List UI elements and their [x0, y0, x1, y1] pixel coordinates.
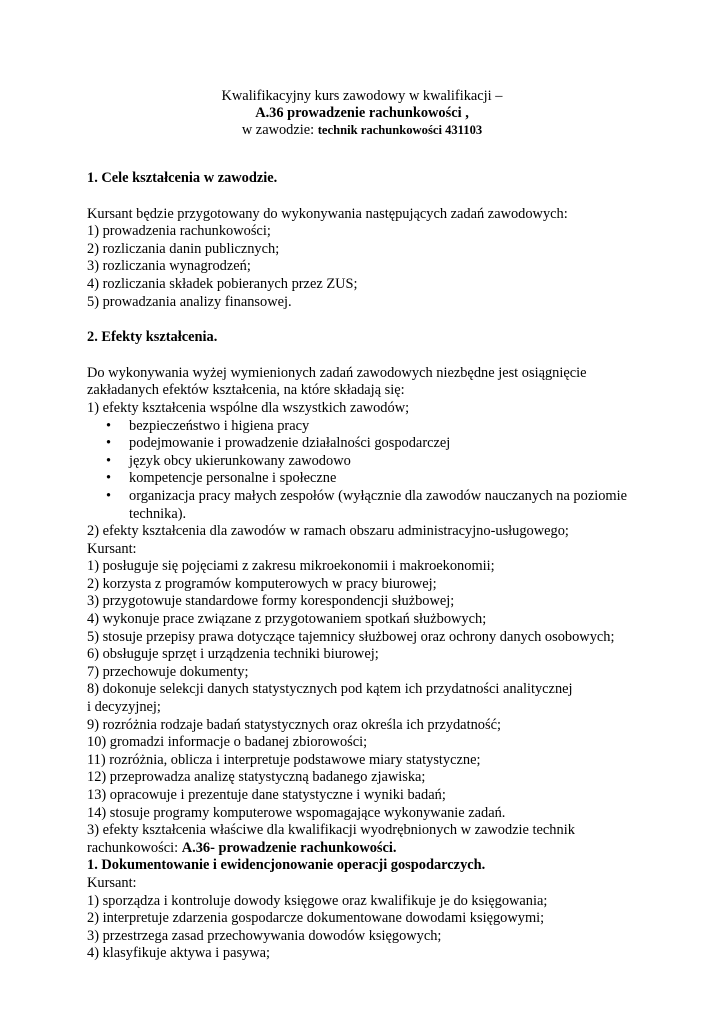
- bullet-icon: •: [106, 487, 112, 504]
- list-item: 1) sporządza i kontroluje dowody księgowe oraz kwalifikuje je do księgowania;: [87, 892, 548, 909]
- list-item: 2) interpretuje zdarzenia gospodarcze dokumentowane dowodami księgowymi;: [87, 910, 545, 927]
- list-item: 14) stosuje programy komputerowe wspomagające wykonywanie zadań.: [87, 804, 506, 821]
- list-item: 5) stosuje przepisy prawa dotyczące tajemnicy służbowej oraz ochrony danych osobowych;: [87, 628, 615, 645]
- list-item: • kompetencje personalne i społeczne: [106, 470, 337, 487]
- bullet-icon: •: [106, 470, 112, 487]
- section-2-part-1: 1) efekty kształcenia wspólne dla wszystkich zawodów;: [87, 399, 410, 416]
- kursant-label: Kursant:: [87, 540, 137, 557]
- list-item: • bezpieczeństwo i higiena pracy: [106, 417, 310, 434]
- bullet-icon: •: [106, 452, 112, 469]
- list-item: 4) klasyfikuje aktywa i pasywa;: [87, 945, 271, 962]
- list-item: 2) korzysta z programów komputerowych w pracy biurowej;: [87, 575, 437, 592]
- qualification-name: A.36- prowadzenie rachunkowości.: [181, 839, 397, 856]
- list-item: 12) przeprowadza analizę statystyczną badanego zjawiska;: [87, 769, 426, 786]
- section-1-intro: Kursant będzie przygotowany do wykonywania następujących zadań zawodowych:: [87, 205, 568, 222]
- section-2-part-3-qualification: rachunkowości: A.36- prowadzenie rachunkowości.: [87, 839, 397, 856]
- list-item: 9) rozróżnia rodzaje badań statystycznych oraz określa ich przydatność;: [87, 716, 501, 733]
- section-1-item: 4) rozliczania składek pobieranych przez ZUS;: [87, 275, 358, 292]
- list-item: • organizacja pracy małych zespołów (wyłącznie dla zawodów nauczanych na poziomie technika).: [87, 488, 647, 523]
- list-item: 7) przechowuje dokumenty;: [87, 663, 249, 680]
- header-qualification: A.36 prowadzenie rachunkowości ,: [255, 105, 469, 121]
- list-item: • język obcy ukierunkowany zawodowo: [106, 452, 351, 469]
- common-effects-list: [87, 418, 647, 524]
- document-body: [87, 170, 647, 963]
- list-item-continuation: technika).: [129, 505, 187, 522]
- header-line-3-prefix: w zawodzie:: [241, 122, 318, 138]
- section-1-item: 3) rozliczania wynagrodzeń;: [87, 258, 251, 275]
- section-2-part-3: 3) efekty kształcenia właściwe dla kwalifikacji wyodrębnionych w zawodzie technik: [87, 822, 575, 839]
- header-line-1: Kwalifikacyjny kurs zawodowy w kwalifikacji –: [221, 88, 503, 104]
- section-1-title: 1. Cele kształcenia w zawodzie.: [87, 170, 278, 186]
- bullet-icon: •: [106, 435, 112, 452]
- list-item: 10) gromadzi informacje o badanej zbiorowości;: [87, 734, 368, 751]
- subsection-title: 1. Dokumentowanie i ewidencjonowanie operacji gospodarczych.: [87, 857, 486, 874]
- section-2-title: 2. Efekty kształcenia.: [87, 329, 218, 346]
- list-item: 3) przygotowuje standardowe formy korespondencji służbowej;: [87, 593, 455, 610]
- section-1-item: 5) prowadzania analizy finansowej.: [87, 293, 292, 310]
- header-line-3: [0, 122, 724, 139]
- section-1-item: 2) rozliczania danin publicznych;: [87, 240, 280, 257]
- list-item: 4) wykonuje prace związane z przygotowaniem spotkań służbowych;: [87, 611, 487, 628]
- list-item: 3) przestrzega zasad przechowywania dowodów księgowych;: [87, 927, 442, 944]
- list-item: 6) obsługuje sprzęt i urządzenia techniki biurowej;: [87, 646, 379, 663]
- list-item: 1) posługuje się pojęciami z zakresu mikroekonomii i makroekonomii;: [87, 558, 495, 575]
- list-item: i decyzyjnej;: [87, 699, 161, 716]
- list-item: 8) dokonuje selekcji danych statystycznych pod kątem ich przydatności analitycznej: [87, 681, 573, 698]
- list-item: 11) rozróżnia, oblicza i interpretuje podstawowe miary statystyczne;: [87, 751, 481, 768]
- header-profession: technik rachunkowości 431103: [317, 123, 483, 137]
- document-header: [0, 88, 724, 139]
- section-2-intro: Do wykonywania wyżej wymienionych zadań zawodowych niezbędne jest osiągnięcie: [87, 364, 587, 381]
- section-2-part-2: 2) efekty kształcenia dla zawodów w ramach obszaru administracyjno-usługowego;: [87, 523, 569, 540]
- kursant-label: Kursant:: [87, 874, 137, 891]
- list-item: • podejmowanie i prowadzenie działalności gospodarczej: [106, 435, 451, 452]
- list-item: 13) opracowuje i prezentuje dane statystyczne i wyniki badań;: [87, 787, 446, 803]
- section-1-item: 1) prowadzenia rachunkowości;: [87, 223, 271, 240]
- bullet-icon: •: [106, 417, 112, 434]
- section-2-intro: zakładanych efektów kształcenia, na które składają się:: [87, 382, 405, 399]
